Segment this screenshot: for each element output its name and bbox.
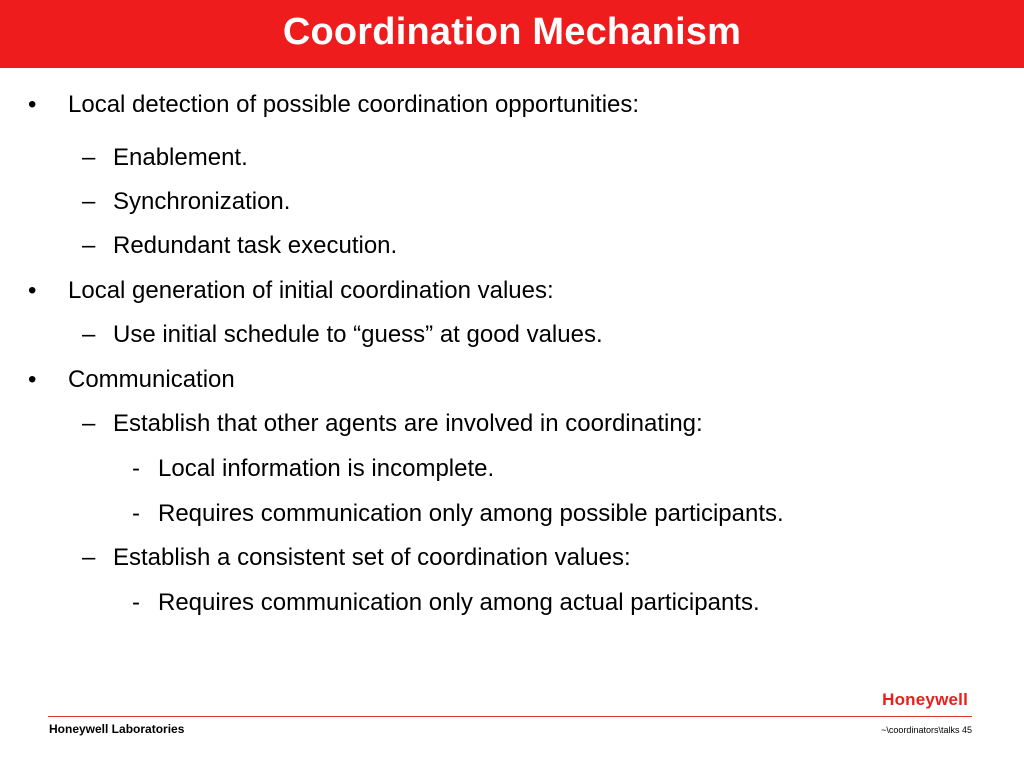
sub-bullet-marker: – bbox=[82, 321, 96, 348]
sub-bullet-text: Use initial schedule to “guess” at good values. bbox=[113, 321, 603, 348]
sub-bullet-text: Establish that other agents are involved in coordinating: bbox=[113, 410, 703, 437]
sub-bullet-text: Synchronization. bbox=[113, 188, 291, 215]
honeywell-logo: Honeywell bbox=[882, 690, 968, 709]
sub-bullet-text: Redundant task execution. bbox=[113, 232, 398, 259]
footer-path-and-page bbox=[881, 725, 972, 735]
sub-sub-bullet-text: Requires communication only among actual participants. bbox=[158, 589, 760, 616]
sub-bullet-marker: – bbox=[82, 410, 96, 437]
sub-sub-bullet-marker: - bbox=[132, 500, 140, 527]
sub-bullet-text: Enablement. bbox=[113, 144, 248, 171]
sub-bullet-marker: – bbox=[82, 232, 96, 259]
footer-path: ~\coordinators\talks bbox=[881, 725, 960, 735]
footer-organization: Honeywell Laboratories bbox=[49, 722, 185, 736]
sub-bullet-marker: – bbox=[82, 188, 96, 215]
sub-sub-bullet-text: Requires communication only among possible participants. bbox=[158, 500, 784, 527]
title-bar bbox=[0, 0, 1024, 68]
sub-bullet-marker: – bbox=[82, 144, 96, 171]
page-number: 45 bbox=[961, 725, 972, 735]
sub-sub-bullet-marker: - bbox=[132, 455, 140, 482]
bullet-marker: • bbox=[28, 366, 37, 393]
sub-sub-bullet-text: Local information is incomplete. bbox=[158, 455, 495, 482]
bullet-text: Communication bbox=[68, 366, 235, 393]
bullet-marker: • bbox=[28, 277, 37, 304]
footer-divider bbox=[48, 716, 972, 717]
bullet-marker: • bbox=[28, 91, 37, 118]
sub-bullet-marker: – bbox=[82, 544, 96, 571]
slide-title: Coordination Mechanism bbox=[282, 10, 742, 53]
sub-bullet-text: Establish a consistent set of coordination values: bbox=[113, 544, 631, 571]
sub-sub-bullet-marker: - bbox=[132, 589, 140, 616]
bullet-text: Local generation of initial coordination values: bbox=[68, 277, 554, 304]
bullet-text: Local detection of possible coordination opportunities: bbox=[68, 91, 640, 118]
